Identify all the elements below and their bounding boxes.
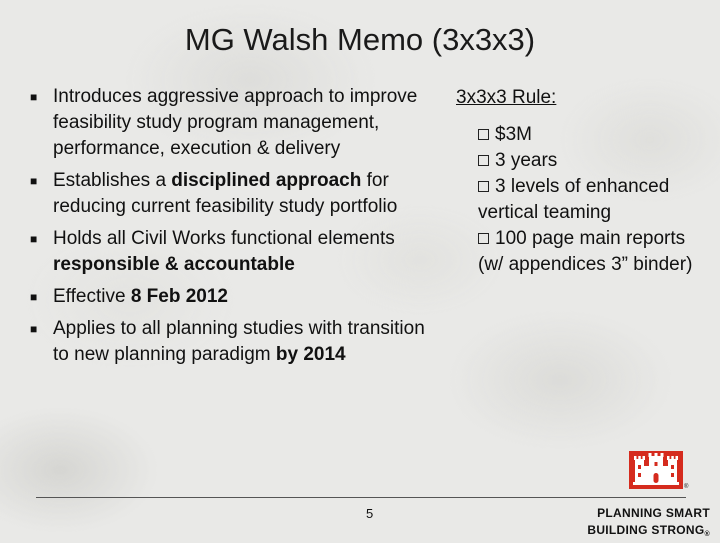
square-bullet-icon: ■ [30,322,38,336]
bullet-bold-text: 8 Feb 2012 [130,286,228,307]
tagline [540,505,710,543]
square-bullet-icon: ■ [30,174,38,188]
tagline-line-1: PLANNING SMART [597,506,710,520]
bullet-text: Establishes a [53,170,172,191]
bullet-bold-text: responsible & accountable [53,254,295,275]
bullet-bold-text: by 2014 [275,344,346,365]
rule-item [478,122,714,148]
registered-mark: ® [704,531,710,538]
footer-divider [36,497,686,498]
bullet-text: Introduces aggressive approach to improve feasibility study program management, performance, execution & delivery [53,86,418,159]
rule-item-text: 3 years [495,150,558,171]
rule-item-text: 100 page main reports (w/ appendices 3” binder) [478,228,693,275]
rule-list [478,122,714,278]
slide-title: MG Walsh Memo (3x3x3) [184,22,536,57]
page-number: 5 [366,506,374,521]
square-bullet-icon: ■ [30,90,38,104]
tagline-line-2-text: BUILDING STRONG [587,523,705,537]
bullet-text: Holds all Civil Works functional elements [53,228,395,249]
bullet-text: Applies to all planning studies with transition to new planning paradigm [53,318,425,365]
bullet-item [28,284,428,310]
bullet-item [28,84,428,162]
rule-item [478,148,714,174]
square-bullet-icon: ■ [30,232,38,246]
bullet-list [28,84,428,374]
bullet-item [28,226,428,278]
rule-heading: 3x3x3 Rule: [456,87,557,108]
rule-item [478,174,714,226]
checkbox-icon [478,181,489,192]
checkbox-icon [478,233,489,244]
checkbox-icon [478,129,489,140]
bullet-text: for reducing current feasibility study portfolio [53,170,398,217]
rule-item-text: $3M [495,124,532,145]
bullet-bold-text: disciplined approach [171,170,362,191]
square-bullet-icon: ■ [30,290,38,304]
logo-registered-mark: ® [684,484,689,490]
bullet-item [28,168,428,220]
rule-item [478,226,714,278]
rule-item-text: 3 levels of enhanced vertical teaming [478,176,670,223]
checkbox-icon [478,155,489,166]
bullet-item [28,316,428,368]
usace-castle-logo-icon [629,451,683,489]
bullet-text: Effective [53,286,131,307]
